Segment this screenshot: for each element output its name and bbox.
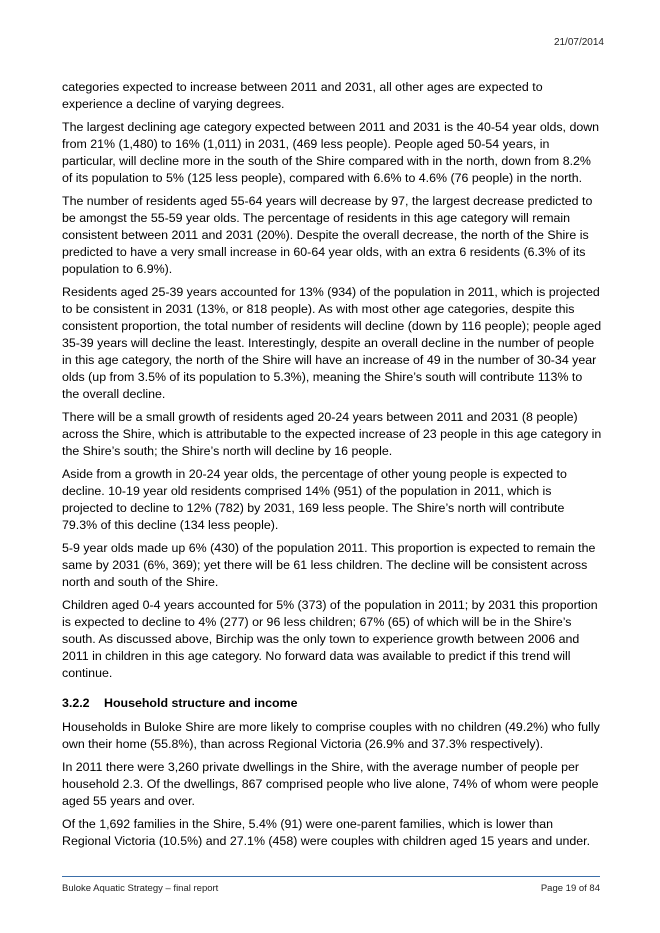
paragraph: 5-9 year olds made up 6% (430) of the population 2011. This proportion is expected to remain the same by 2031 (6%, 369); yet there will be 61 less children. The decline will be consistent across north and south of the Shire. <box>62 541 596 589</box>
paragraph: categories expected to increase between 2011 and 2031, all other ages are expected to experience a decline of varying degrees. <box>62 80 543 111</box>
paragraph: There will be a small growth of residents aged 20-24 years between 2011 and 2031 (8 people) across the Shire, which is attributable to the expected increase of 23 people in this age category in the Shire’s south; the Shire’s north will decline by 16 people. <box>62 410 602 458</box>
document-body <box>62 79 602 856</box>
paragraph: The number of residents aged 55-64 years will decrease by 97, the largest decrease predicted to be amongst the 55-59 year olds. The percentage of residents in this age category will remain consistent between 2011 and 2031 (20%). Despite the overall decrease, the north of the Shire is predicted to have a very small increase in 60-64 year olds, with an extra 6 residents (6.3% of its population to 6.9%). <box>62 194 593 276</box>
header-date: 21/07/2014 <box>553 37 604 48</box>
section-number: 3.2.2 <box>62 696 90 710</box>
footer-document-title: Buloke Aquatic Strategy – final report <box>62 883 219 894</box>
paragraph: Children aged 0-4 years accounted for 5% (373) of the population in 2011; by 2031 this proportion is expected to decline to 4% (277) or 96 less children; 67% (65) of which will be in the Shire’s south. As discussed above, Birchip was the only town to experience growth between 2006 and 2011 in children in this age category. No forward data was available to predict if this trend will continue. <box>62 598 598 680</box>
paragraph: Aside from a growth in 20-24 year olds, the percentage of other young people is expected to decline. 10-19 year old residents comprised 14% (951) of the population in 2011, which is projected to decline to 12% (782) by 2031, 169 less people. The Shire’s north will contribute 79.3% of this decline (134 less people). <box>62 467 567 532</box>
section-title: Household structure and income <box>104 696 298 710</box>
paragraph: Households in Buloke Shire are more likely to comprise couples with no children (49.2%) who fully own their home (55.8%), than across Regional Victoria (26.9% and 37.3% respectively). <box>62 720 600 751</box>
footer-page-number: Page 19 of 84 <box>540 883 600 894</box>
paragraph: The largest declining age category expected between 2011 and 2031 is the 40-54 year olds, down from 21% (1,480) to 16% (1,011) in 2031, (469 less people). People aged 50-54 years, in particular, will decline more in the south of the Shire compared with in the north, down from 8.2% of its population to 5% (125 less people), compared with 6.6% to 4.6% (76 people) in the north. <box>62 120 600 185</box>
paragraph: In 2011 there were 3,260 private dwellings in the Shire, with the average number of people per household 2.3. Of the dwellings, 867 comprised people who live alone, 74% of whom were people aged 55 years and over. <box>62 760 599 808</box>
paragraph: Of the 1,692 families in the Shire, 5.4% (91) were one-parent families, which is lower than Regional Victoria (10.5%) and 27.1% (458) were couples with children aged 15 years and under. <box>62 817 591 848</box>
paragraph: Residents aged 25-39 years accounted for 13% (934) of the population in 2011, which is projected to be consistent in 2031 (13%, or 818 people). As with most other age categories, despite this consistent proportion, the total number of residents will decline (down by 116 people); people aged 35-39 years will decline the least. Interestingly, despite an overall decline in the number of people in this age category, the north of the Shire will have an increase of 49 in the number of 30-34 year olds (up from 3.5% of its population to 5.3%), meaning the Shire’s south will contribute 113% to the overall decline. <box>62 285 602 401</box>
section-heading <box>62 695 602 712</box>
footer-divider <box>62 876 600 877</box>
